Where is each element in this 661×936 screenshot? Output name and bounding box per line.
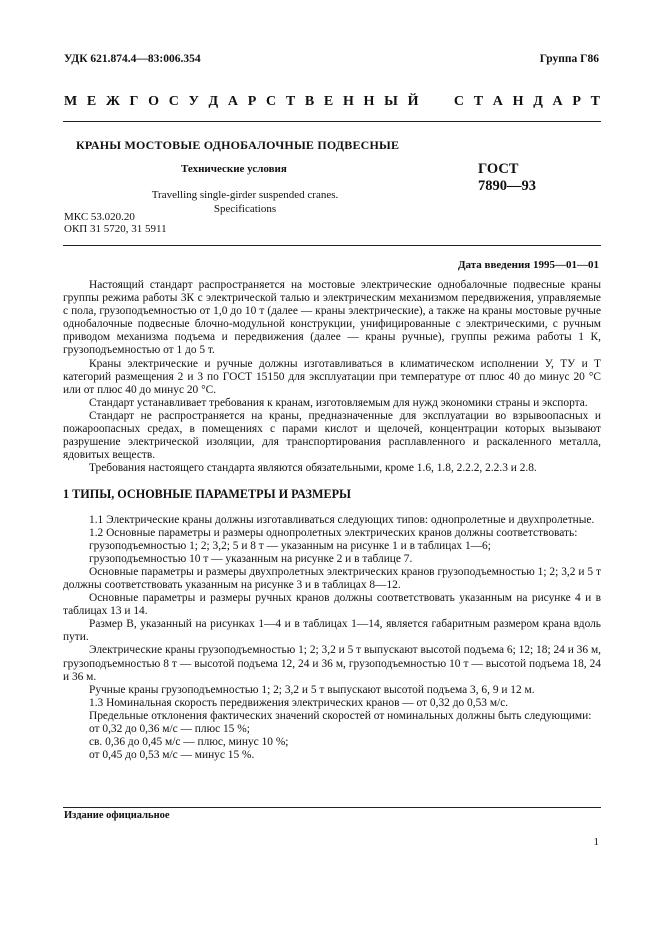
banner-letter: Т [590, 94, 600, 109]
banner-letter: Н [512, 94, 524, 109]
banner-letter: С [453, 94, 465, 109]
banner-letter: Т [285, 94, 296, 109]
body-paragraph: Основные параметры и размеры ручных кранов должны соответствовать указанным на рисунке 4 и в таблицах 13 и 14. [63, 592, 601, 618]
banner-letter: Р [247, 94, 257, 109]
body-paragraph: св. 0,36 до 0,45 м/с — плюс, минус 10 %; [89, 736, 289, 749]
body-paragraph: Стандарт устанавливает требования к кранам, изготовляемым для нужд экономики страны и экспорта. [89, 396, 588, 409]
body-paragraph: 1.2 Основные параметры и размеры однопролетных электрических кранов должны соответствовать: [89, 526, 578, 539]
body-paragraph: грузоподъемностью 1; 2; 3,2; 5 и 8 т — указанным на рисунке 1 и в таблицах 1—6; [89, 539, 491, 552]
udk-code: УДК 621.874.4—83:006.354 [64, 53, 201, 65]
banner-letter: Е [86, 94, 97, 109]
banner-letter: С [265, 94, 277, 109]
banner-letter: Ы [384, 94, 398, 109]
official-edition-note: Издание официальное [64, 810, 170, 821]
banner-letter: Д [208, 94, 219, 109]
english-title-line: Travelling single-girder suspended cranes. [151, 189, 339, 201]
introduction-date: Дата введения 1995—01—01 [457, 259, 599, 271]
top-divider [63, 121, 601, 122]
banner-letter: А [552, 94, 563, 109]
body-paragraph: Электрические краны грузоподъемностью 1; 2; 3,2 и 5 т выпускают высотой подъема 6; 12; 18; 24 и 36 м, грузоподъемностью 8 т — высотой подъема 12, 24 и 36 м, грузоподъемностью 10 т — высотой подъема 18, 24 и 36 м. [63, 644, 601, 683]
body-paragraph: Краны электрические и ручные должны изготавливаться в климатическом исполнении У, ТУ и Т категорий размещения 2 и 3 по ГОСТ 15150 для эксплуатации при температуре от плюс 40 до минус 20 °С или от плюс 40 до минус 20 °С. [63, 357, 601, 396]
group-code: Группа Г86 [539, 53, 599, 65]
banner-gap [428, 94, 444, 110]
banner-letter: А [227, 94, 239, 109]
banner-letter: В [304, 94, 315, 109]
body-paragraph: Настоящий стандарт распространяется на мостовые электрические однобалочные подвесные краны группы режима работы 3К с электрической талью и электрическим механизмом передвижения, управляемые с пола, грузоподъемностью от 1,0 до 10 т (далее — краны электрические), а также на краны мостовые ручные однобалочные подвесные блочно-модульной конструкции, унифицированные с электрическими, с ручным приводом механизма подъема и передвижения (далее — краны ручные), группы режима работы 1 К, грузоподъемностью от 1 до 5 т. [63, 279, 601, 357]
body-paragraph: Ручные краны грузоподъемностью 1; 2; 3,2 и 5 т выпускают высотой подъема 3, 6, 9 и 12 м. [89, 683, 535, 696]
banner-letter: М [64, 94, 78, 109]
document-body [63, 279, 601, 762]
banner-letter: С [168, 94, 179, 109]
body-paragraph: Требования настоящего стандарта являются обязательными, кроме 1.6, 1.8, 2.2.2, 2.2.3 и 2.8. [89, 462, 537, 475]
banner-letter: Г [129, 94, 139, 109]
body-paragraph: Размер B, указанный на рисунках 1—4 и в таблицах 1—14, является габаритным размером крана вдоль пути. [63, 618, 601, 644]
body-paragraph: Стандарт не распространяется на краны, предназначенные для эксплуатации во взрывоопасных и пожароопасных средах, в помещениях с парами кислот и щелочей, концентрации которых вызывают разрушение электрической изоляции, для транспортирования расплавленного и раскаленного металла, ядовитых веществ. [63, 409, 601, 462]
document-title: КРАНЫ МОСТОВЫЕ ОДНОБАЛОЧНЫЕ ПОДВЕСНЫЕ [76, 138, 400, 152]
body-paragraph: от 0,45 до 0,53 м/с — минус 15 %. [89, 749, 255, 762]
banner-letter: Д [533, 94, 543, 109]
page-number: 1 [593, 836, 599, 848]
body-paragraph: Предельные отклонения фактических значений скоростей от номинальных должны быть следующими: [89, 709, 592, 722]
banner-letter: Й [407, 94, 419, 109]
banner-letter: Н [342, 94, 354, 109]
gost-designation [478, 161, 536, 195]
gost-number: 7890—93 [478, 178, 536, 194]
body-paragraph: от 0,32 до 0,36 м/с — плюс 15 %; [89, 723, 250, 735]
english-title [150, 188, 340, 216]
banner-letter: Р [572, 94, 581, 109]
okp-code: ОКП 31 5720, 31 5911 [64, 223, 167, 235]
english-title-line: Specifications [213, 203, 277, 215]
gost-label: ГОСТ [478, 161, 519, 177]
mks-code: МКС 53.020.20 [64, 211, 135, 223]
interstate-standard-banner [64, 94, 600, 110]
banner-letter: А [492, 94, 503, 109]
banner-letter: Е [323, 94, 334, 109]
section-heading: 1 ТИПЫ, ОСНОВНЫЕ ПАРАМЕТРЫ И РАЗМЕРЫ [63, 487, 352, 502]
footer-divider [63, 807, 601, 808]
body-paragraph: грузоподъемностью 10 т — указанным на рисунке 2 и в таблице 7. [89, 552, 413, 565]
body-paragraph: 1.1 Электрические краны должны изготавливаться следующих типов: однопролетные и двухпролетные. [89, 513, 595, 526]
body-paragraph: Основные параметры и размеры двухпролетных электрических кранов грузоподъемностью 1; 2; 3,2 и 5 т должны соответствовать указанным на рисунке 3 и в таблицах 8—12. [63, 565, 601, 591]
banner-letter: У [188, 94, 199, 109]
body-paragraph: 1.3 Номинальная скорость передвижения электрических кранов — от 0,32 до 0,53 м/с. [89, 696, 509, 709]
banner-letter: Т [473, 94, 484, 109]
title-divider [63, 245, 601, 246]
banner-letter: Ж [105, 94, 120, 109]
document-subtitle: Технические условия [181, 163, 287, 175]
banner-letter: О [148, 94, 160, 109]
classification-codes [64, 211, 167, 235]
banner-letter: Н [363, 94, 375, 109]
